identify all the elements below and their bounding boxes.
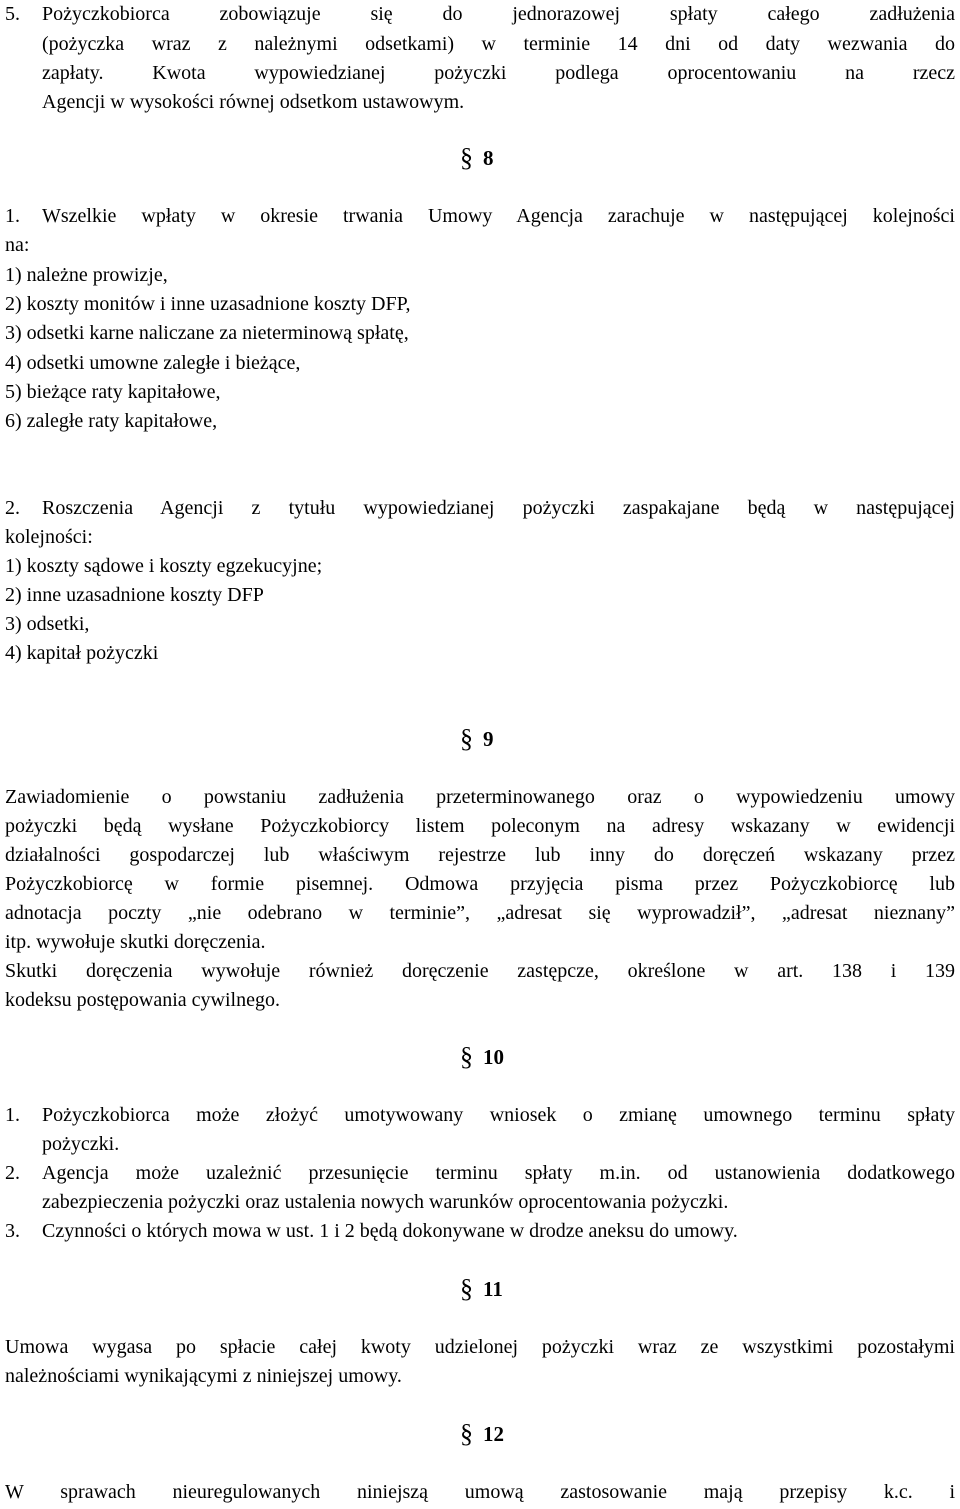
section-symbol: § <box>460 143 473 172</box>
par9-line-2: pożyczki będą wysłane Pożyczkobiorcy listem poleconym na adresy wskazany w ewidencji <box>5 815 955 837</box>
section-10-heading <box>460 1042 504 1072</box>
section-symbol: § <box>460 1419 473 1448</box>
par8-point-1-list-item: 5) bieżące raty kapitałowe, <box>5 381 221 403</box>
par9-line-4: Pożyczkobiorcę w formie pisemnej. Odmowa przyjęcia pisma przez Pożyczkobiorcę lub <box>5 873 955 895</box>
section-number: 11 <box>483 1277 503 1301</box>
par11-line-2: należnościami wynikającymi z niniejszej umowy. <box>5 1365 402 1387</box>
section-9-heading <box>460 724 494 754</box>
par12-line-1: W sprawach nieuregulowanych niniejszą umową zastosowanie mają przepisy k.c. i <box>5 1481 955 1503</box>
section-11-heading <box>460 1274 503 1304</box>
section-symbol: § <box>460 1274 473 1303</box>
section-number: 10 <box>483 1045 504 1069</box>
item-5-number: 5. <box>5 3 20 25</box>
par8-point-2-list-item: 3) odsetki, <box>5 613 90 635</box>
par9-line-5: adnotacja poczty „nie odebrano w terminie”, „adresat się wyprowadził”, „adresat nieznany” <box>5 902 955 924</box>
par10-point-1-line-1: Pożyczkobiorca może złożyć umotywowany wniosek o zmianę umownego terminu spłaty <box>42 1104 955 1126</box>
section-symbol: § <box>460 724 473 753</box>
par10-point-2-line-2: zabezpieczenia pożyczki oraz ustalenia nowych warunków oprocentowania pożyczki. <box>42 1191 729 1213</box>
par8-point-1-list-item: 6) zaległe raty kapitałowe, <box>5 410 218 432</box>
par11-line-1: Umowa wygasa po spłacie całej kwoty udzielonej pożyczki wraz ze wszystkimi pozostałymi <box>5 1336 955 1358</box>
par8-point-1-list-item: 1) należne prowizje, <box>5 264 168 286</box>
par8-point-1-list-item: 2) koszty monitów i inne uzasadnione koszty DFP, <box>5 293 411 315</box>
section-8-heading <box>460 143 494 173</box>
section-number: 9 <box>483 727 494 751</box>
section-number: 8 <box>483 146 494 170</box>
section-12-heading <box>460 1419 504 1449</box>
par8-point-2-line-1: Roszczenia Agencji z tytułu wypowiedzianej pożyczki zaspakajane będą w następującej <box>42 497 955 519</box>
par9-line-3: działalności gospodarczej lub właściwym rejestrze lub inny do doręczeń wskazany przez <box>5 844 955 866</box>
par8-point-1-list-item: 3) odsetki karne naliczane za nieterminową spłatę, <box>5 322 409 344</box>
par8-point-1-list-item: 4) odsetki umowne zaległe i bieżące, <box>5 352 301 374</box>
par9-line-7: Skutki doręczenia wywołuje również doręczenie zastępcze, określone w art. 138 i 139 <box>5 960 955 982</box>
par10-point-2-number: 2. <box>5 1162 20 1184</box>
par10-point-1-number: 1. <box>5 1104 20 1126</box>
par8-point-1-line-1: Wszelkie wpłaty w okresie trwania Umowy Agencja zarachuje w następującej kolejności <box>42 205 955 227</box>
par9-line-1: Zawiadomienie o powstaniu zadłużenia przeterminowanego oraz o wypowiedzeniu umowy <box>5 786 955 808</box>
par8-point-1-number: 1. <box>5 205 20 227</box>
section-symbol: § <box>460 1042 473 1071</box>
item-5-line-2: (pożyczka wraz z należnymi odsetkami) w terminie 14 dni od daty wezwania do <box>42 33 955 55</box>
par9-line-6: itp. wywołuje skutki doręczenia. <box>5 931 266 953</box>
par10-point-1-line-2: pożyczki. <box>42 1133 120 1155</box>
item-5-line-3: zapłaty. Kwota wypowiedzianej pożyczki podlega oprocentowaniu na rzecz <box>42 62 955 84</box>
item-5-line-4: Agencji w wysokości równej odsetkom ustawowym. <box>42 91 465 113</box>
par8-point-1-line-2: na: <box>5 234 30 256</box>
item-5-line-1: Pożyczkobiorca zobowiązuje się do jednorazowej spłaty całego zadłużenia <box>42 3 955 25</box>
par8-point-2-list-item: 1) koszty sądowe i koszty egzekucyjne; <box>5 555 323 577</box>
par10-point-3-line-1: Czynności o których mowa w ust. 1 i 2 będą dokonywane w drodze aneksu do umowy. <box>42 1220 738 1242</box>
par8-point-2-list-item: 2) inne uzasadnione koszty DFP <box>5 584 264 606</box>
par10-point-3-number: 3. <box>5 1220 20 1242</box>
section-number: 12 <box>483 1422 504 1446</box>
par8-point-2-number: 2. <box>5 497 20 519</box>
par8-point-2-list-item: 4) kapitał pożyczki <box>5 642 159 664</box>
par9-line-8: kodeksu postępowania cywilnego. <box>5 989 280 1011</box>
par8-point-2-line-2: kolejności: <box>5 526 93 548</box>
par10-point-2-line-1: Agencja może uzależnić przesunięcie terminu spłaty m.in. od ustanowienia dodatkowego <box>42 1162 955 1184</box>
